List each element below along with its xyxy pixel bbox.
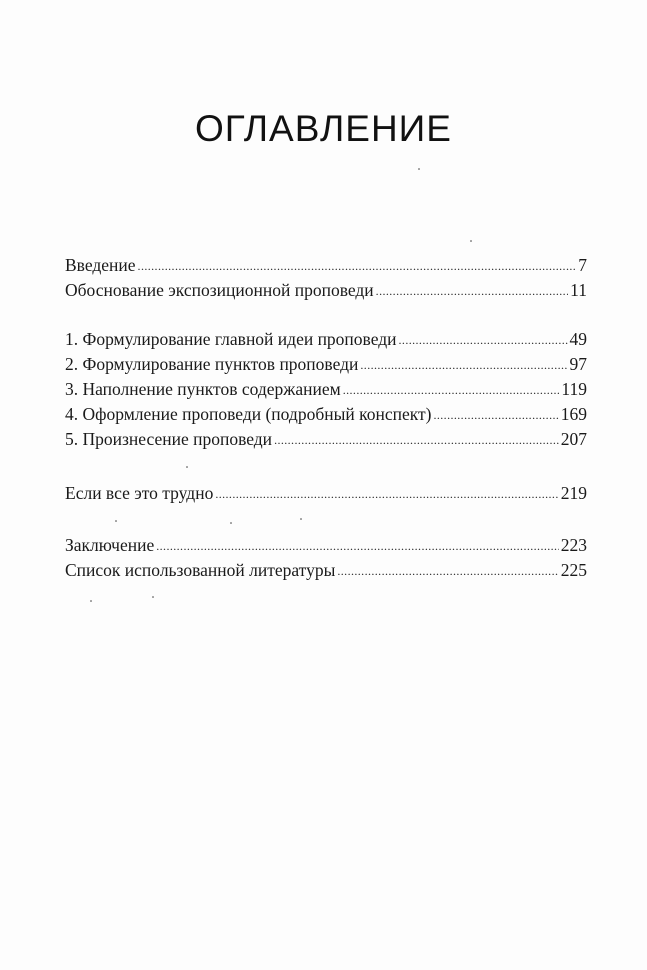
leader-dots bbox=[337, 558, 558, 582]
toc-entry-conclusion bbox=[65, 534, 587, 558]
toc-entry-label: 1. Формулирование главной идеи проповеди bbox=[65, 329, 397, 349]
toc-entry-label: 2. Формулирование пунктов проповеди bbox=[65, 354, 359, 374]
leader-dots bbox=[360, 352, 567, 376]
toc-entry-page: 11 bbox=[570, 280, 587, 300]
leader-dots bbox=[215, 481, 558, 505]
toc-entry-chapter-5 bbox=[65, 428, 587, 452]
toc-entry-label: Введение bbox=[65, 255, 136, 275]
toc-entry-page: 223 bbox=[560, 535, 587, 555]
leader-dots bbox=[399, 327, 568, 351]
page-title: ОГЛАВЛЕНИЕ bbox=[195, 108, 452, 149]
toc-entry-page: 207 bbox=[560, 429, 587, 449]
toc-entry-page: 169 bbox=[560, 404, 587, 424]
scan-speck bbox=[115, 520, 117, 522]
leader-dots bbox=[274, 427, 559, 451]
toc-entry-label: Если все это трудно bbox=[65, 483, 214, 503]
leader-dots bbox=[343, 377, 560, 401]
scan-speck bbox=[418, 168, 420, 170]
leader-dots bbox=[138, 253, 577, 277]
toc-entry-chapter-4 bbox=[65, 403, 587, 427]
toc-entry-page: 119 bbox=[561, 379, 587, 399]
toc-entry-rationale bbox=[65, 279, 587, 303]
toc-entry-label: Список использованной литературы bbox=[65, 560, 336, 580]
toc-entry-label: Обоснование экспозиционной проповеди bbox=[65, 280, 374, 300]
scan-speck bbox=[470, 240, 472, 242]
toc-entry-page: 7 bbox=[578, 255, 587, 275]
toc-entry-page: 97 bbox=[569, 354, 587, 374]
toc-entry-bibliography bbox=[65, 559, 587, 583]
scan-speck bbox=[90, 600, 92, 602]
toc-entry-label: 5. Произнесение проповеди bbox=[65, 429, 273, 449]
scan-speck bbox=[186, 466, 188, 468]
toc-entry-page: 225 bbox=[560, 560, 587, 580]
scan-speck bbox=[152, 596, 154, 598]
toc-entry-chapter-3 bbox=[65, 378, 587, 402]
toc-entry-chapter-2 bbox=[65, 353, 587, 377]
toc-entry-label: 3. Наполнение пунктов содержанием bbox=[65, 379, 341, 399]
toc-entry-page: 49 bbox=[569, 329, 587, 349]
toc-entry-introduction bbox=[65, 254, 587, 278]
scan-speck bbox=[300, 518, 302, 520]
leader-dots bbox=[376, 278, 568, 302]
leader-dots bbox=[156, 533, 559, 557]
toc-entry-if-difficult bbox=[65, 482, 587, 506]
toc-entry-page: 219 bbox=[560, 483, 587, 503]
toc-entry-label: Заключение bbox=[65, 535, 155, 555]
leader-dots bbox=[433, 402, 558, 426]
toc-entry-label: 4. Оформление проповеди (подробный конспект) bbox=[65, 404, 432, 424]
scan-speck bbox=[230, 522, 232, 524]
toc-entry-chapter-1 bbox=[65, 328, 587, 352]
